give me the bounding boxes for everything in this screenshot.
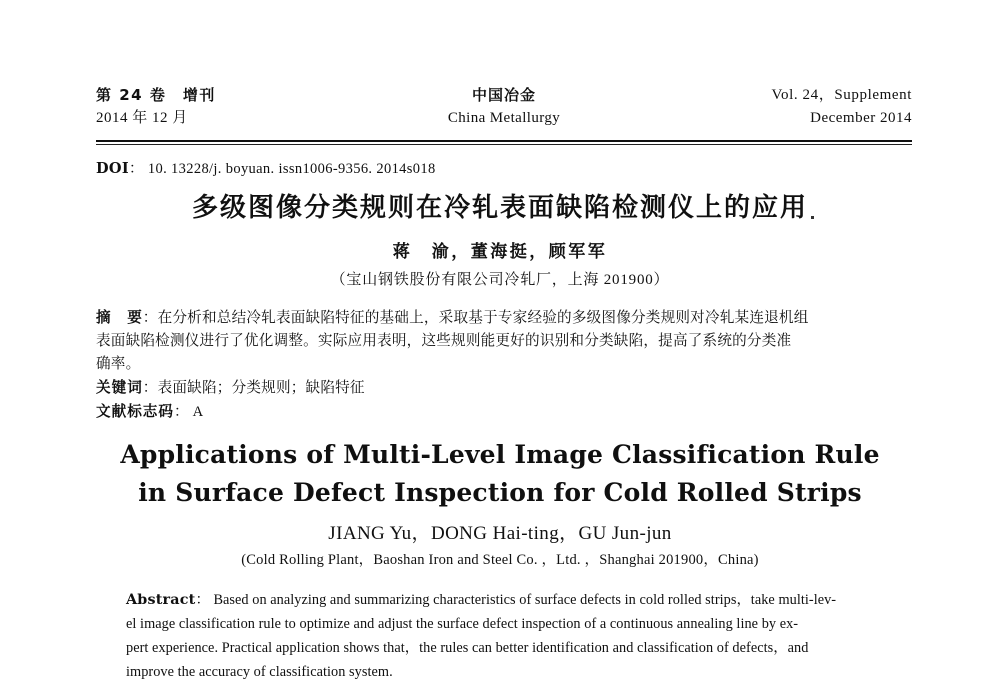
abstract-en-line-4: improve the accuracy of classification system. [126, 664, 393, 680]
abstract-separator-en: ： [195, 592, 210, 608]
running-head-right [771, 84, 912, 130]
keywords-cn-value: 表面缺陷；分类规则；缺陷特征 [157, 380, 365, 396]
journal-running-head [96, 84, 912, 138]
header-rule-thin [96, 144, 912, 145]
page-title-cn: 多级图像分类规则在冷轧表面缺陷检测仪上的应用 [191, 193, 808, 223]
page-title-en-line-2: in Surface Defect Inspection for Cold Rolled Strips [138, 478, 862, 507]
doc-code-value: A [192, 404, 204, 420]
abstract-en-line-1 [126, 588, 884, 612]
doi-separator: ： [129, 161, 144, 177]
doi-label: DOI [96, 160, 130, 177]
abstract-block-cn [96, 306, 914, 424]
keywords-label-cn: 关键词 [96, 379, 143, 396]
running-head-left [96, 84, 216, 130]
abstract-en-text-1: Based on analyzing and summarizing characteristics of surface defects in cold rolled strips，take multi-lev- [213, 592, 837, 608]
doi-value: 10. 13228/j. boyuan. issn1006-9356. 2014s018 [147, 161, 436, 177]
running-head-center [448, 84, 560, 130]
authors-en: JIANG Yu，DONG Hai-ting，GU Jun-jun [328, 523, 672, 544]
doc-code-line [96, 400, 914, 424]
keywords-separator-cn: ： [142, 380, 158, 396]
keywords-cn-line [96, 376, 914, 400]
abstract-en-line-3: pert experience. Practical application shows that，the rules can better identification and classification of defects，and [126, 640, 809, 656]
page-title-en [0, 436, 1000, 512]
abstract-en-line-2: el image classification rule to optimize and adjust the surface defect inspection of a continuous annealing line by ex- [126, 616, 799, 632]
volume-issue-en: Vol. 24，Supplement [771, 87, 912, 103]
abstract-cn-line-3: 确率。 [96, 356, 141, 372]
abstract-block-en [126, 588, 884, 684]
abstract-label-en: Abstract [126, 592, 196, 608]
volume-issue-cn: 第 24 卷 增刊 [96, 86, 216, 104]
abstract-separator-cn: ： [142, 310, 158, 326]
journal-title-en: China Metallurgy [447, 110, 561, 126]
abstract-cn-text-1: 在分析和总结冷轧表面缺陷特征的基础上，采取基于专家经验的多级图像分类规则对冷轧某连退机组 [157, 310, 809, 326]
issue-date-cn: 2014 年 12 月 [96, 110, 188, 126]
journal-title-cn: 中国冶金 [471, 86, 537, 104]
doi-line [96, 157, 436, 178]
abstract-label-cn: 摘 要 [96, 309, 143, 326]
doc-code-label: 文献标志码 [96, 403, 174, 420]
issue-date-en: December 2014 [810, 110, 912, 126]
authors-cn: 蒋 渝，董海挺，顾军军 [392, 242, 608, 262]
page-title-en-line-1: Applications of Multi-Level Image Classification Rule [120, 440, 880, 469]
abstract-cn-line-2: 表面缺陷检测仪进行了优化调整。实际应用表明，这些规则能更好的识别和分类缺陷，提高了系统的分类准 [96, 333, 792, 349]
affiliation-cn: （宝山钢铁股份有限公司冷轧厂，上海 201900） [330, 272, 670, 288]
abstract-cn-line-1 [96, 306, 914, 330]
affiliation-en: (Cold Rolling Plant，Baoshan Iron and Steel Co. ，Ltd. ，Shanghai 201900，China) [241, 552, 759, 568]
scan-artifact-dot [811, 216, 814, 219]
header-rule-thick [96, 140, 912, 142]
doc-code-separator: ： [173, 404, 189, 420]
